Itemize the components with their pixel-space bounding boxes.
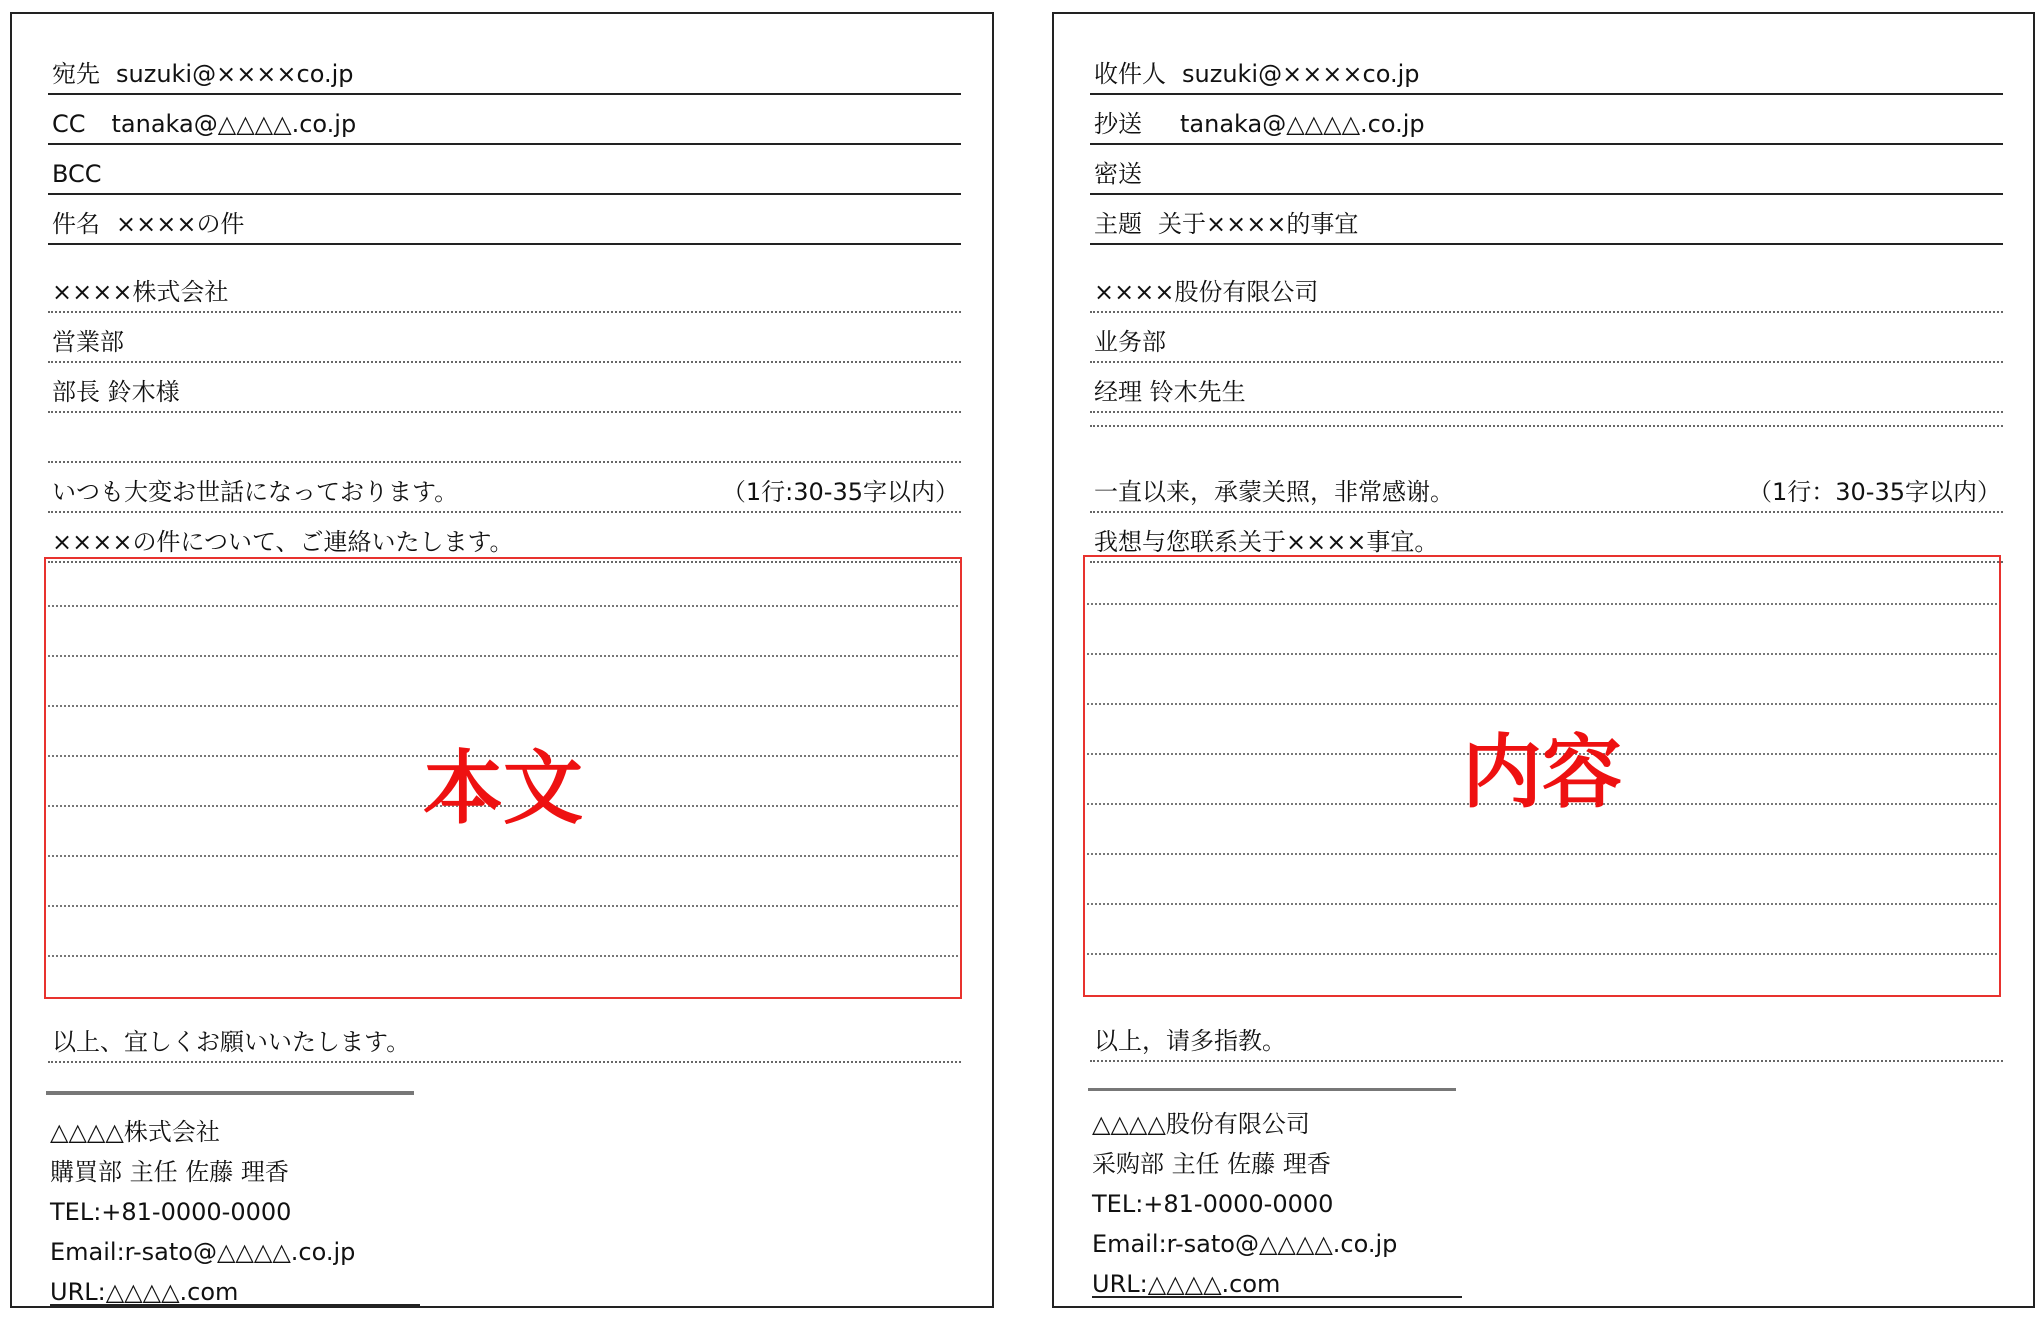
subject-value[interactable]: ××××の件 — [116, 210, 245, 238]
blank-row-line — [1090, 425, 2003, 427]
recipient-name: 经理 铃木先生 — [1094, 378, 1246, 406]
signature-email[interactable]: Email:r-sato@△△△△.co.jp — [1092, 1230, 1398, 1258]
body-guide-line — [48, 605, 958, 607]
body-area[interactable] — [1083, 555, 2001, 997]
subject-label: 主题 — [1094, 210, 1142, 238]
bcc-label: 密送 — [1094, 160, 1142, 188]
signature-tel: TEL:+81-0000-0000 — [50, 1198, 292, 1226]
signature-divider — [1088, 1088, 1456, 1091]
line-length-note: （1行：30-35字以内） — [1747, 478, 2001, 506]
subject-row[interactable] — [1090, 195, 2003, 245]
body-guide-line — [1087, 853, 1997, 855]
to-row[interactable] — [1090, 45, 2003, 95]
recipient-company: ××××株式会社 — [52, 278, 229, 306]
closing-row — [48, 1013, 961, 1063]
line-length-note: （1行:30-35字以内） — [721, 478, 959, 506]
cc-label: CC — [52, 110, 86, 138]
recipient-company: ××××股份有限公司 — [1094, 278, 1319, 306]
recipient-department: 业务部 — [1094, 328, 1166, 356]
subject-row[interactable] — [48, 195, 961, 245]
cc-row[interactable] — [48, 95, 961, 145]
greeting-text: いつも大変お世話になっております。 — [52, 478, 459, 506]
signature-person: 購買部 主任 佐藤 理香 — [50, 1158, 289, 1186]
to-value[interactable]: suzuki@××××co.jp — [116, 60, 354, 88]
body-guide-line — [1087, 603, 1997, 605]
blank-row — [48, 413, 961, 463]
body-guide-line — [48, 855, 958, 857]
japanese-email-template — [10, 12, 994, 1308]
cc-value[interactable]: tanaka@△△△△.co.jp — [1180, 110, 1425, 138]
to-label: 宛先 — [52, 60, 100, 88]
closing-row — [1090, 1012, 2003, 1062]
signature-divider — [46, 1091, 414, 1095]
body-placeholder-label: 本文 — [423, 742, 583, 835]
body-area[interactable] — [44, 557, 962, 999]
recipient-company-row — [1090, 263, 2003, 313]
signature-company: △△△△株式会社 — [50, 1118, 220, 1146]
to-label: 收件人 — [1094, 60, 1166, 88]
signature-email[interactable]: Email:r-sato@△△△△.co.jp — [50, 1238, 356, 1266]
body-placeholder-label: 内容 — [1462, 726, 1622, 819]
intro-text: 我想与您联系关于××××事宜。 — [1094, 528, 1439, 556]
subject-value[interactable]: 关于××××的事宜 — [1158, 210, 1359, 238]
signature-company: △△△△股份有限公司 — [1092, 1110, 1310, 1138]
body-guide-line — [48, 955, 958, 957]
greeting-text: 一直以来，承蒙关照，非常感谢。 — [1094, 478, 1454, 506]
greeting-row — [1090, 463, 2003, 513]
cc-value[interactable]: tanaka@△△△△.co.jp — [111, 110, 357, 138]
signature-url[interactable]: URL:△△△△.com — [50, 1280, 420, 1306]
recipient-company-row — [48, 263, 961, 313]
cc-row[interactable] — [1090, 95, 2003, 145]
closing-text: 以上，请多指教。 — [1094, 1027, 1286, 1055]
signature-tel: TEL:+81-0000-0000 — [1092, 1190, 1334, 1218]
recipient-name-row — [48, 363, 961, 413]
cc-label: 抄送 — [1094, 110, 1142, 138]
to-row[interactable] — [48, 45, 961, 95]
recipient-department-row — [1090, 313, 2003, 363]
to-value[interactable]: suzuki@××××co.jp — [1182, 60, 1420, 88]
signature-url[interactable]: URL:△△△△.com — [1092, 1272, 1462, 1298]
bcc-row[interactable] — [1090, 145, 2003, 195]
recipient-department-row — [48, 313, 961, 363]
signature-person: 采购部 主任 佐藤 理香 — [1092, 1150, 1331, 1178]
body-guide-line — [1087, 653, 1997, 655]
recipient-name-row — [1090, 363, 2003, 413]
body-guide-line — [1087, 703, 1997, 705]
chinese-email-template — [1052, 12, 2035, 1308]
bcc-row[interactable] — [48, 145, 961, 195]
intro-text: ××××の件について、ご連絡いたします。 — [52, 528, 514, 556]
greeting-row — [48, 463, 961, 513]
subject-label: 件名 — [52, 210, 100, 238]
bcc-label: BCC — [52, 160, 102, 188]
body-guide-line — [48, 705, 958, 707]
body-guide-line — [1087, 903, 1997, 905]
recipient-name: 部長 鈴木様 — [52, 378, 180, 406]
recipient-department: 営業部 — [52, 328, 124, 356]
body-guide-line — [1087, 953, 1997, 955]
intro-row — [48, 513, 961, 563]
body-guide-line — [48, 905, 958, 907]
body-guide-line — [48, 655, 958, 657]
closing-text: 以上、宜しくお願いいたします。 — [52, 1028, 411, 1056]
